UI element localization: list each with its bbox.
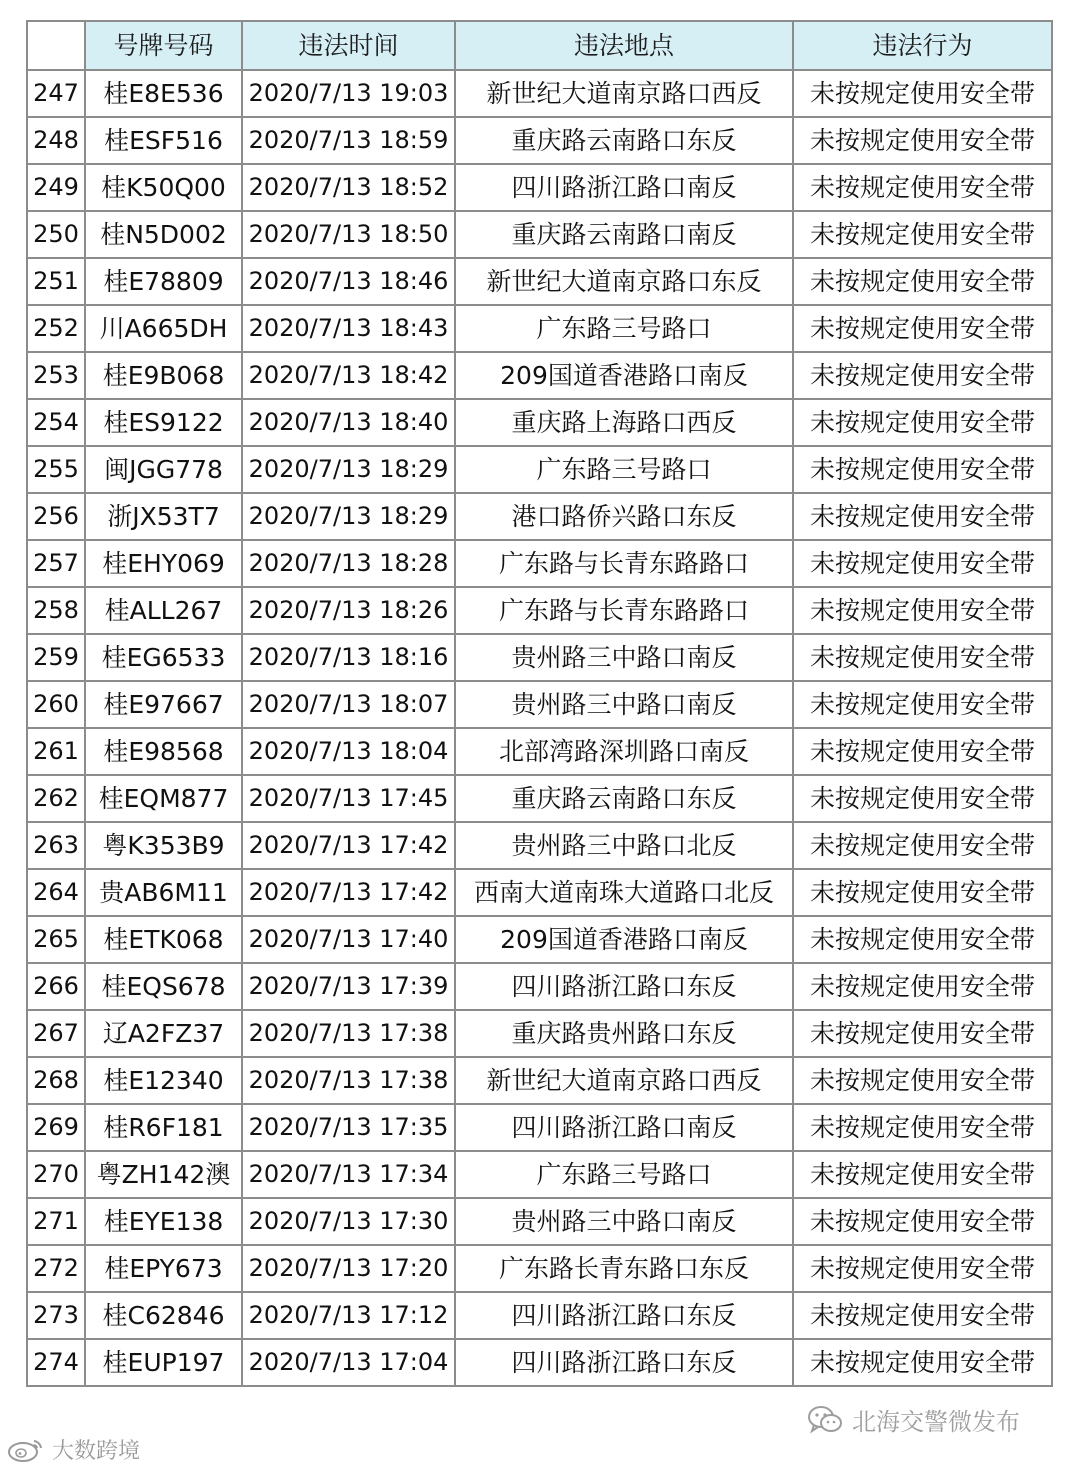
table-row: [27, 305, 1052, 352]
violation-location: 四川路浙江路口东反: [455, 1339, 793, 1386]
row-index: 252: [27, 305, 85, 352]
violation-type: 未按规定使用安全带: [793, 70, 1052, 117]
plate-number: 桂EYE138: [85, 1198, 242, 1245]
violation-location: 四川路浙江路口东反: [455, 1292, 793, 1339]
table-row: [27, 869, 1052, 916]
violation-type: 未按规定使用安全带: [793, 1198, 1052, 1245]
violation-location: 西南大道南珠大道路口北反: [455, 869, 793, 916]
row-index: 270: [27, 1151, 85, 1198]
violation-time: 2020/7/13 18:46: [242, 258, 455, 305]
row-index: 263: [27, 822, 85, 869]
table-body: [27, 70, 1052, 1386]
plate-number: 辽A2FZ37: [85, 1010, 242, 1057]
plate-number: 桂ETK068: [85, 916, 242, 963]
violation-type: 未按规定使用安全带: [793, 164, 1052, 211]
table-row: [27, 540, 1052, 587]
plate-number: 桂EUP197: [85, 1339, 242, 1386]
plate-number: 桂ALL267: [85, 587, 242, 634]
violation-time: 2020/7/13 17:38: [242, 1057, 455, 1104]
plate-number: 桂EG6533: [85, 634, 242, 681]
table-row: [27, 681, 1052, 728]
violation-location: 广东路三号路口: [455, 305, 793, 352]
row-index: 257: [27, 540, 85, 587]
violation-type: 未按规定使用安全带: [793, 775, 1052, 822]
violation-location: 重庆路云南路口南反: [455, 211, 793, 258]
plate-number: 桂E78809: [85, 258, 242, 305]
weibo-icon: [6, 1435, 46, 1463]
plate-number: 桂C62846: [85, 1292, 242, 1339]
row-index: 273: [27, 1292, 85, 1339]
violation-location: 重庆路贵州路口东反: [455, 1010, 793, 1057]
plate-number: 桂ESF516: [85, 117, 242, 164]
violation-location: 重庆路云南路口东反: [455, 117, 793, 164]
table-row: [27, 1198, 1052, 1245]
plate-number: 桂EQS678: [85, 963, 242, 1010]
violation-time: 2020/7/13 17:39: [242, 963, 455, 1010]
row-index: 268: [27, 1057, 85, 1104]
table-row: [27, 728, 1052, 775]
violation-time: 2020/7/13 17:42: [242, 822, 455, 869]
plate-number: 桂EQM877: [85, 775, 242, 822]
plate-number: 桂E8E536: [85, 70, 242, 117]
violation-type: 未按规定使用安全带: [793, 634, 1052, 681]
row-index: 267: [27, 1010, 85, 1057]
table-row: [27, 493, 1052, 540]
violation-type: 未按规定使用安全带: [793, 446, 1052, 493]
violation-type: 未按规定使用安全带: [793, 1292, 1052, 1339]
violation-type: 未按规定使用安全带: [793, 1010, 1052, 1057]
violation-time: 2020/7/13 18:07: [242, 681, 455, 728]
watermark-left: [6, 1434, 140, 1464]
table-row: [27, 1010, 1052, 1057]
violation-type: 未按规定使用安全带: [793, 211, 1052, 258]
violation-time: 2020/7/13 17:04: [242, 1339, 455, 1386]
row-index: 266: [27, 963, 85, 1010]
table-row: [27, 446, 1052, 493]
row-index: 264: [27, 869, 85, 916]
violation-time: 2020/7/13 18:16: [242, 634, 455, 681]
plate-number: 桂K50Q00: [85, 164, 242, 211]
header-row: [27, 21, 1052, 70]
header-time: 违法时间: [242, 21, 455, 70]
violation-location: 贵州路三中路口南反: [455, 634, 793, 681]
violation-location: 重庆路上海路口西反: [455, 399, 793, 446]
row-index: 269: [27, 1104, 85, 1151]
plate-number: 粤ZH142澳: [85, 1151, 242, 1198]
violation-type: 未按规定使用安全带: [793, 305, 1052, 352]
table-row: [27, 822, 1052, 869]
violation-type: 未按规定使用安全带: [793, 916, 1052, 963]
table-row: [27, 258, 1052, 305]
violation-location: 四川路浙江路口南反: [455, 1104, 793, 1151]
row-index: 258: [27, 587, 85, 634]
violation-type: 未按规定使用安全带: [793, 117, 1052, 164]
table-row: [27, 1292, 1052, 1339]
violation-location: 广东路长青东路口东反: [455, 1245, 793, 1292]
violation-time: 2020/7/13 17:45: [242, 775, 455, 822]
row-index: 262: [27, 775, 85, 822]
violation-type: 未按规定使用安全带: [793, 1057, 1052, 1104]
row-index: 248: [27, 117, 85, 164]
plate-number: 桂E98568: [85, 728, 242, 775]
table-row: [27, 399, 1052, 446]
header-location: 违法地点: [455, 21, 793, 70]
violation-type: 未按规定使用安全带: [793, 822, 1052, 869]
violation-location: 四川路浙江路口东反: [455, 963, 793, 1010]
plate-number: 浙JX53T7: [85, 493, 242, 540]
violation-time: 2020/7/13 18:50: [242, 211, 455, 258]
violation-type: 未按规定使用安全带: [793, 1151, 1052, 1198]
violation-time: 2020/7/13 18:40: [242, 399, 455, 446]
row-index: 249: [27, 164, 85, 211]
violation-location: 广东路与长青东路路口: [455, 540, 793, 587]
violation-time: 2020/7/13 17:38: [242, 1010, 455, 1057]
row-index: 255: [27, 446, 85, 493]
row-index: 250: [27, 211, 85, 258]
violation-time: 2020/7/13 18:26: [242, 587, 455, 634]
plate-number: 粤K353B9: [85, 822, 242, 869]
table-row: [27, 1104, 1052, 1151]
violation-time: 2020/7/13 17:42: [242, 869, 455, 916]
violation-location: 新世纪大道南京路口西反: [455, 70, 793, 117]
violation-table-container: [26, 20, 1051, 1387]
table-row: [27, 352, 1052, 399]
violation-time: 2020/7/13 17:34: [242, 1151, 455, 1198]
violation-location: 广东路三号路口: [455, 446, 793, 493]
table-row: [27, 70, 1052, 117]
row-index: 254: [27, 399, 85, 446]
row-index: 272: [27, 1245, 85, 1292]
violation-type: 未按规定使用安全带: [793, 963, 1052, 1010]
violation-location: 新世纪大道南京路口东反: [455, 258, 793, 305]
row-index: 251: [27, 258, 85, 305]
table-header: [27, 21, 1052, 70]
plate-number: 桂E97667: [85, 681, 242, 728]
violation-type: 未按规定使用安全带: [793, 352, 1052, 399]
violation-table: [26, 20, 1053, 1387]
violation-location: 北部湾路深圳路口南反: [455, 728, 793, 775]
table-row: [27, 963, 1052, 1010]
violation-location: 广东路与长青东路路口: [455, 587, 793, 634]
violation-location: 贵州路三中路口北反: [455, 822, 793, 869]
row-index: 271: [27, 1198, 85, 1245]
violation-type: 未按规定使用安全带: [793, 587, 1052, 634]
violation-time: 2020/7/13 18:28: [242, 540, 455, 587]
violation-time: 2020/7/13 18:29: [242, 446, 455, 493]
violation-type: 未按规定使用安全带: [793, 1104, 1052, 1151]
plate-number: 闽JGG778: [85, 446, 242, 493]
violation-type: 未按规定使用安全带: [793, 728, 1052, 775]
header-violation: 违法行为: [793, 21, 1052, 70]
table-row: [27, 587, 1052, 634]
row-index: 253: [27, 352, 85, 399]
table-row: [27, 1057, 1052, 1104]
violation-time: 2020/7/13 18:42: [242, 352, 455, 399]
header-plate: 号牌号码: [85, 21, 242, 70]
violation-time: 2020/7/13 17:40: [242, 916, 455, 963]
row-index: 259: [27, 634, 85, 681]
row-index: 247: [27, 70, 85, 117]
watermark-right: [806, 1402, 1020, 1437]
wechat-icon: [806, 1403, 844, 1437]
violation-time: 2020/7/13 18:52: [242, 164, 455, 211]
violation-location: 贵州路三中路口南反: [455, 1198, 793, 1245]
violation-type: 未按规定使用安全带: [793, 493, 1052, 540]
plate-number: 桂R6F181: [85, 1104, 242, 1151]
table-row: [27, 1245, 1052, 1292]
table-row: [27, 164, 1052, 211]
violation-time: 2020/7/13 17:20: [242, 1245, 455, 1292]
row-index: 260: [27, 681, 85, 728]
table-row: [27, 117, 1052, 164]
violation-time: 2020/7/13 17:30: [242, 1198, 455, 1245]
violation-type: 未按规定使用安全带: [793, 258, 1052, 305]
violation-type: 未按规定使用安全带: [793, 399, 1052, 446]
violation-type: 未按规定使用安全带: [793, 1339, 1052, 1386]
table-row: [27, 775, 1052, 822]
violation-time: 2020/7/13 18:04: [242, 728, 455, 775]
violation-time: 2020/7/13 17:12: [242, 1292, 455, 1339]
row-index: 256: [27, 493, 85, 540]
watermark-left-text: 大数跨境: [52, 1438, 141, 1464]
table-row: [27, 916, 1052, 963]
table-row: [27, 1151, 1052, 1198]
violation-type: 未按规定使用安全带: [793, 681, 1052, 728]
violation-time: 2020/7/13 19:03: [242, 70, 455, 117]
violation-time: 2020/7/13 18:59: [242, 117, 455, 164]
violation-type: 未按规定使用安全带: [793, 540, 1052, 587]
violation-type: 未按规定使用安全带: [793, 1245, 1052, 1292]
plate-number: 桂E9B068: [85, 352, 242, 399]
plate-number: 桂E12340: [85, 1057, 242, 1104]
row-index: 274: [27, 1339, 85, 1386]
watermark-right-text: 北海交警微发布: [852, 1408, 1020, 1436]
violation-location: 贵州路三中路口南反: [455, 681, 793, 728]
violation-location: 四川路浙江路口南反: [455, 164, 793, 211]
table-row: [27, 211, 1052, 258]
row-index: 261: [27, 728, 85, 775]
violation-location: 广东路三号路口: [455, 1151, 793, 1198]
plate-number: 桂EPY673: [85, 1245, 242, 1292]
violation-time: 2020/7/13 18:43: [242, 305, 455, 352]
plate-number: 桂ES9122: [85, 399, 242, 446]
table-row: [27, 1339, 1052, 1386]
violation-location: 209国道香港路口南反: [455, 916, 793, 963]
violation-type: 未按规定使用安全带: [793, 869, 1052, 916]
plate-number: 贵AB6M11: [85, 869, 242, 916]
plate-number: 桂EHY069: [85, 540, 242, 587]
row-index: 265: [27, 916, 85, 963]
table-row: [27, 634, 1052, 681]
violation-location: 209国道香港路口南反: [455, 352, 793, 399]
plate-number: 川A665DH: [85, 305, 242, 352]
plate-number: 桂N5D002: [85, 211, 242, 258]
header-index: [27, 21, 85, 70]
violation-time: 2020/7/13 18:29: [242, 493, 455, 540]
violation-location: 港口路侨兴路口东反: [455, 493, 793, 540]
violation-location: 新世纪大道南京路口西反: [455, 1057, 793, 1104]
violation-time: 2020/7/13 17:35: [242, 1104, 455, 1151]
violation-location: 重庆路云南路口东反: [455, 775, 793, 822]
